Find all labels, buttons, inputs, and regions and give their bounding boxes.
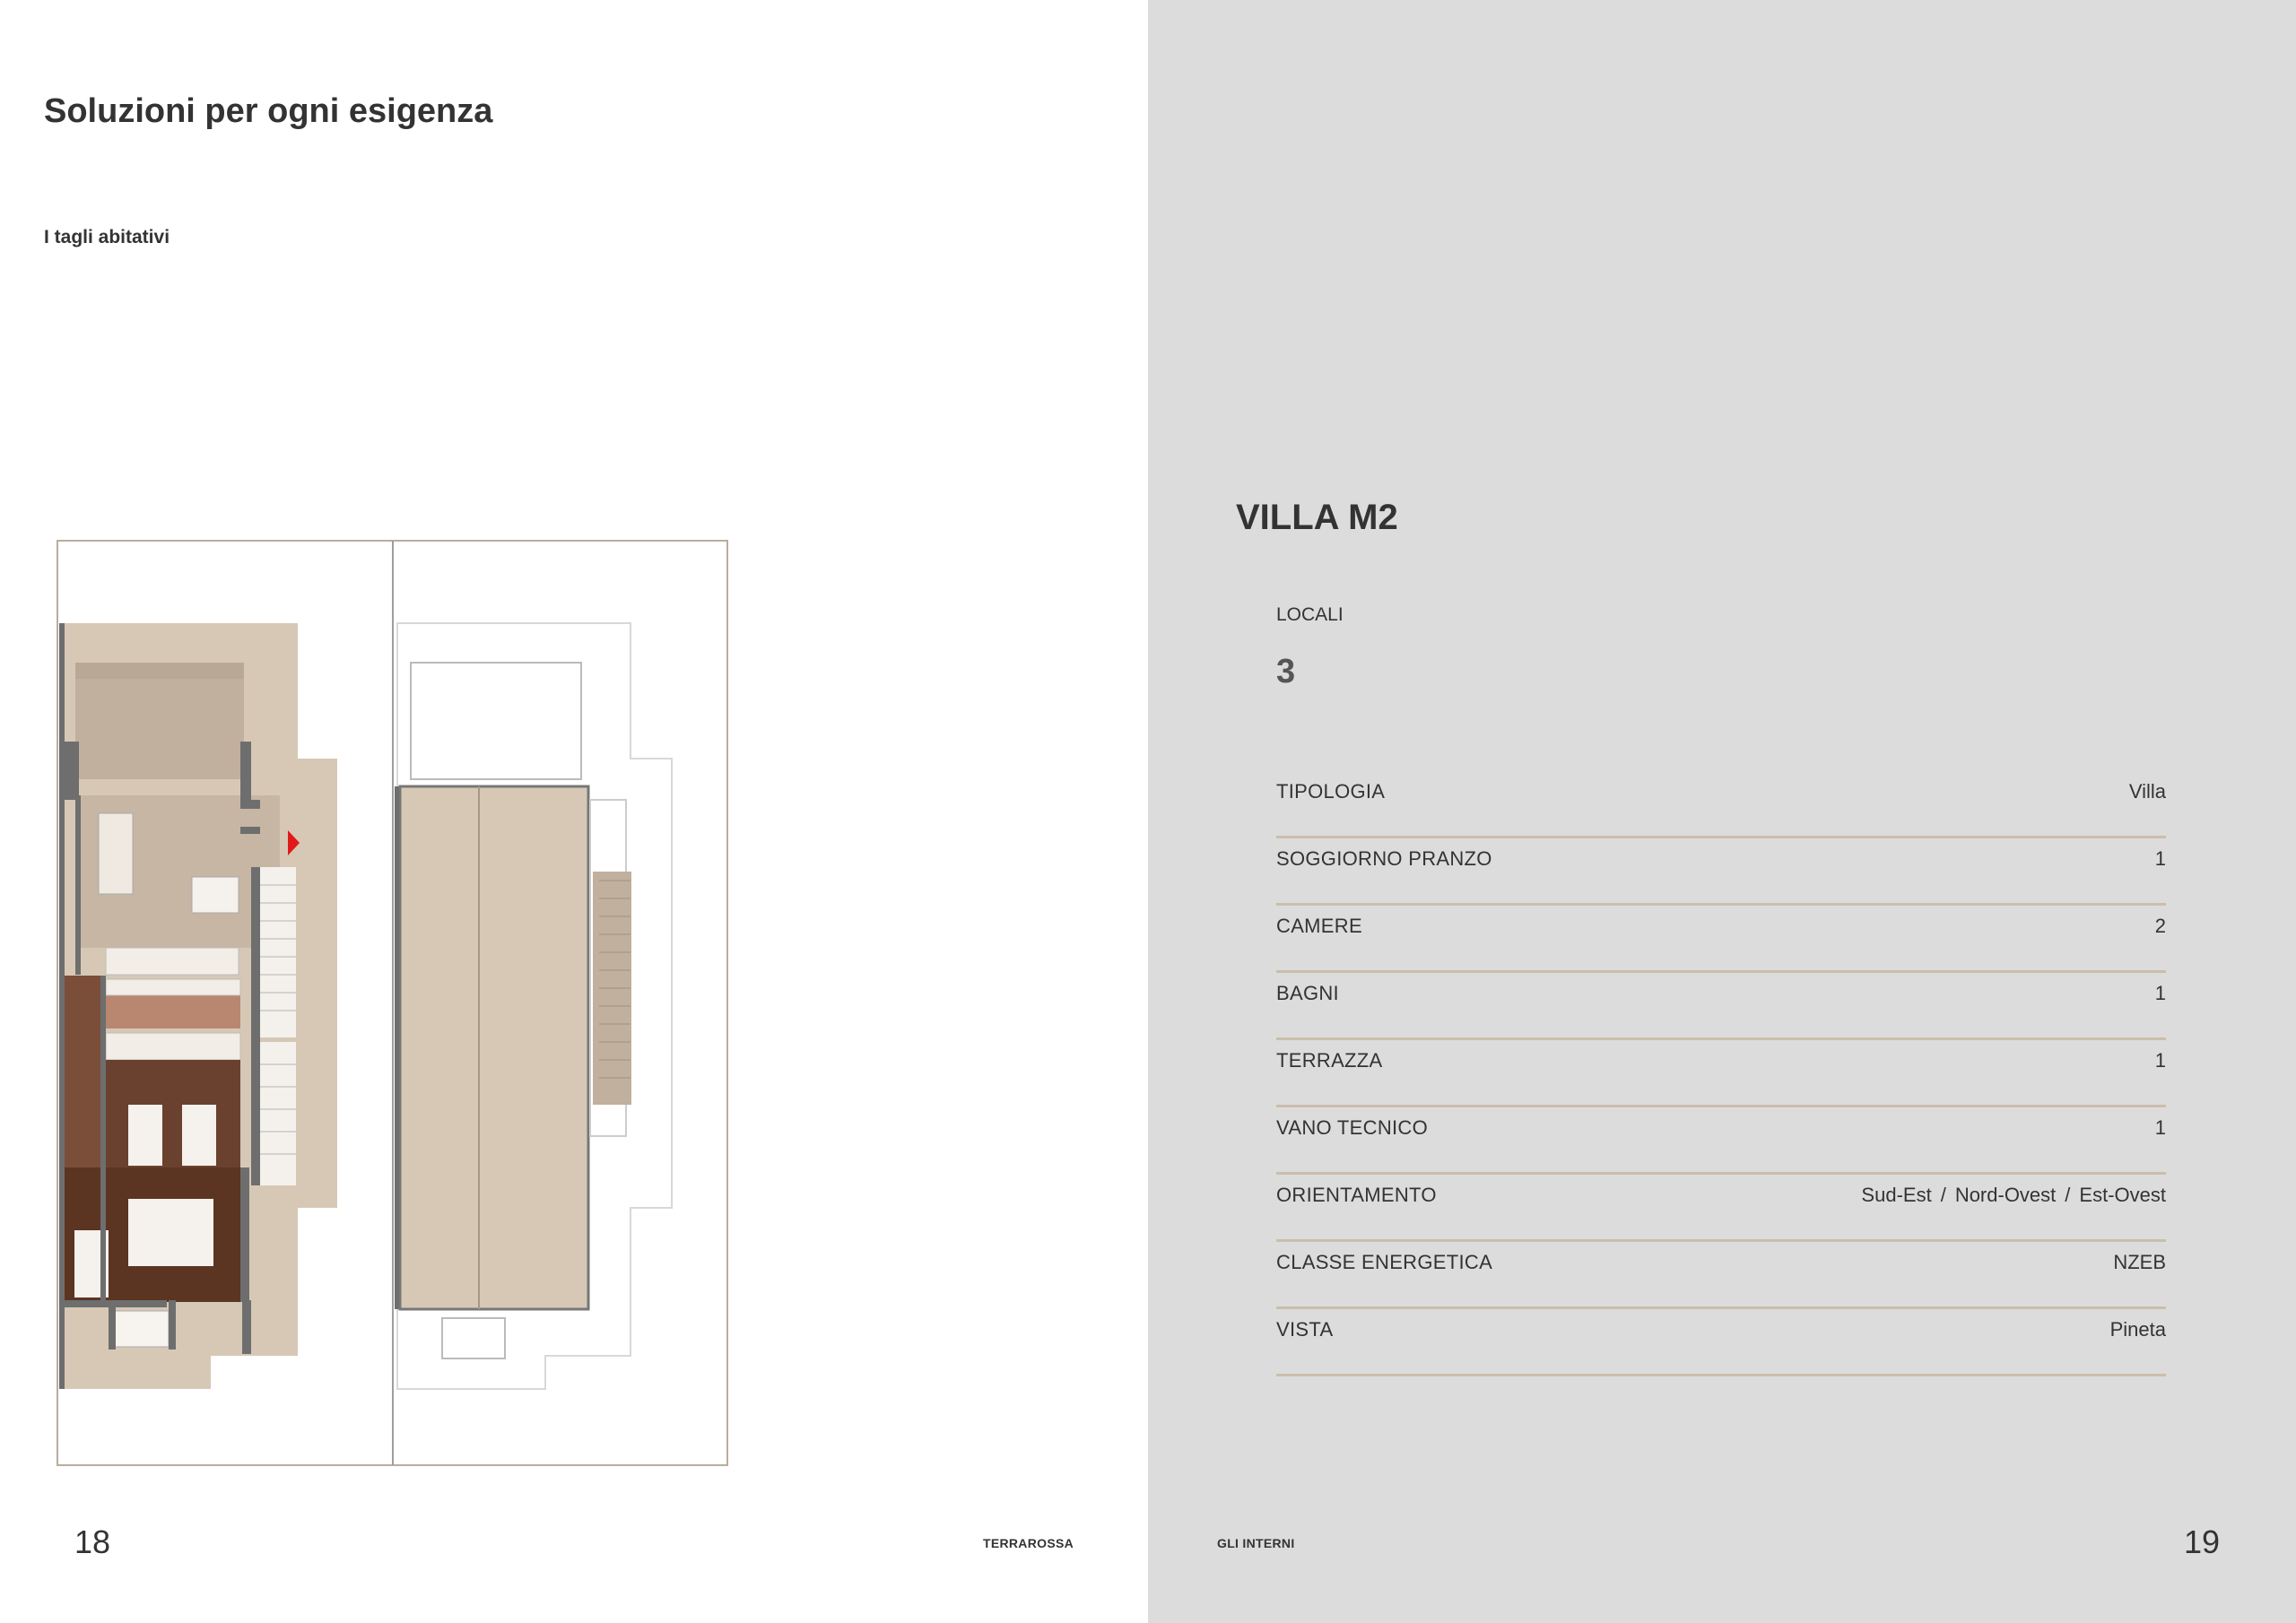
spec-row-soggiorno-pranzo <box>1276 838 2166 906</box>
spec-value: NZEB <box>2113 1251 2166 1273</box>
spec-value: 2 <box>2154 915 2166 937</box>
spec-value: 1 <box>2154 847 2166 870</box>
page-number-right: 19 <box>2184 1523 2221 1560</box>
locali-value: 3 <box>1276 653 1296 690</box>
ground-floor-plan <box>59 623 337 1389</box>
spec-label: BAGNI <box>1276 982 1339 1004</box>
spec-label: VANO TECNICO <box>1276 1116 1429 1139</box>
spec-row-classe-energetica <box>1276 1242 2166 1309</box>
upper-floor-plan <box>395 623 672 1389</box>
page-subtitle: I tagli abitativi <box>44 227 170 247</box>
spec-list <box>1276 771 2166 1376</box>
footer-section: GLI INTERNI <box>1217 1536 1295 1550</box>
spec-label: VISTA <box>1276 1318 1334 1341</box>
spec-row-terrazza <box>1276 1040 2166 1107</box>
spec-label: TERRAZZA <box>1276 1049 1383 1072</box>
spec-row-orientamento <box>1276 1175 2166 1242</box>
orientation-separator: / <box>2065 1184 2071 1206</box>
spec-label: TIPOLOGIA <box>1276 780 1386 803</box>
page-title: Soluzioni per ogni esigenza <box>44 92 493 130</box>
locali-label: LOCALI <box>1276 604 1344 625</box>
orientation-2: Nord-Ovest <box>1954 1184 2057 1206</box>
spec-value: 1 <box>2154 1049 2166 1072</box>
spec-value-orientamento <box>1861 1184 2166 1207</box>
spec-row-vano-tecnico <box>1276 1107 2166 1175</box>
orientation-separator: / <box>1940 1184 1946 1206</box>
spec-value: 1 <box>2154 1116 2166 1139</box>
spec-label: SOGGIORNO PRANZO <box>1276 847 1492 870</box>
spec-row-vista <box>1276 1309 2166 1376</box>
spec-row-bagni <box>1276 973 2166 1040</box>
floor-plan-drawing <box>57 540 728 1466</box>
page-number-left: 18 <box>74 1523 111 1560</box>
spec-value: Pineta <box>2109 1318 2166 1341</box>
spec-label: ORIENTAMENTO <box>1276 1184 1437 1206</box>
orientation-3: Est-Ovest <box>2079 1184 2166 1206</box>
spec-value: Villa <box>2128 780 2166 803</box>
spec-row-tipologia <box>1276 771 2166 838</box>
spec-row-camere <box>1276 906 2166 973</box>
orientation-1: Sud-Est <box>1861 1184 1932 1206</box>
villa-title: VILLA M2 <box>1236 498 1398 537</box>
spec-value: 1 <box>2154 982 2166 1004</box>
spec-label: CLASSE ENERGETICA <box>1276 1251 1493 1273</box>
footer-brand: TERRAROSSA <box>983 1536 1074 1550</box>
spec-label: CAMERE <box>1276 915 1362 937</box>
